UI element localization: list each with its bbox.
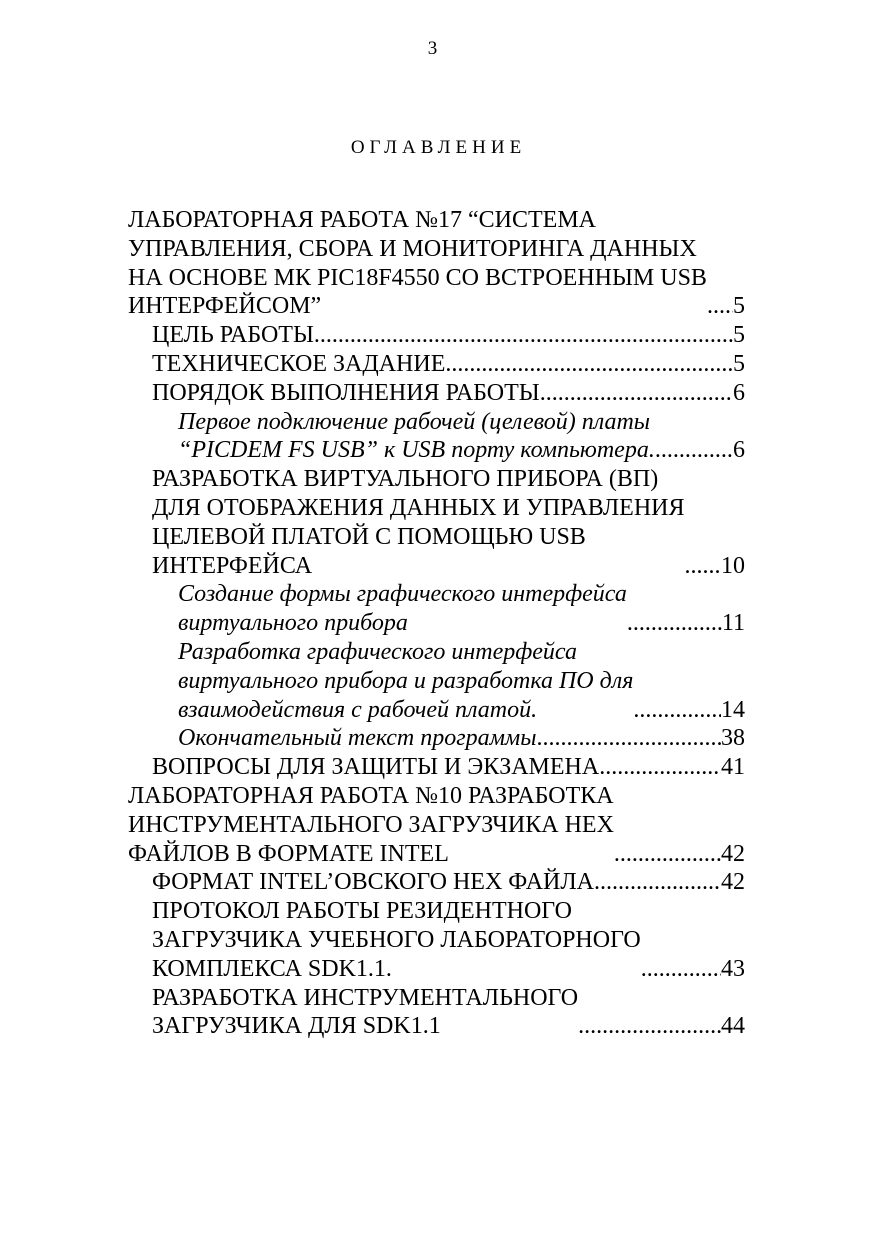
toc-entry-title: [128, 206, 707, 321]
toc-entry[interactable]: [128, 465, 745, 580]
toc-dot-leader: [641, 955, 721, 984]
toc-entry-line: “PICDEM FS USB” к USB порту компьютера.: [178, 437, 655, 464]
toc-entry-line: РАЗРАБОТКА ВИРТУАЛЬНОГО ПРИБОРА (ВП): [152, 466, 659, 493]
toc-dot-leader: [627, 609, 722, 638]
toc-entry[interactable]: [128, 984, 745, 1042]
toc-dot-leader: [314, 321, 733, 350]
toc-entry-line: ЦЕЛЬ РАБОТЫ: [152, 322, 314, 349]
toc-entry-line: ВОПРОСЫ ДЛЯ ЗАЩИТЫ И ЭКЗАМЕНА: [152, 754, 600, 781]
toc-entry-title: [178, 724, 536, 753]
toc-entry-line: Разработка графического интерфейса: [178, 638, 577, 665]
toc-entry[interactable]: [128, 868, 745, 897]
toc-entry-line: ИНТЕРФЕЙСОМ”: [128, 293, 322, 320]
toc-entry[interactable]: [128, 321, 745, 350]
toc-entry-line: ИНТЕРФЕЙСА: [152, 552, 313, 579]
page-number: 3: [427, 38, 438, 59]
toc-entry-title: [178, 638, 633, 724]
toc-entry[interactable]: [128, 580, 745, 638]
toc-page-number: 5: [733, 293, 745, 320]
toc-heading: ОГЛАВЛЕНИЕ: [350, 137, 527, 158]
toc-entry[interactable]: [128, 350, 745, 379]
toc-page-number: 14: [721, 696, 745, 723]
toc-entry[interactable]: [128, 379, 745, 408]
toc-page-number: 6: [733, 437, 745, 464]
toc-entry-title: [152, 379, 540, 408]
toc-dot-leader: [614, 840, 721, 869]
toc-entry-line: виртуального прибора: [178, 610, 408, 637]
toc-dot-leader: [540, 379, 733, 408]
toc-entry-title: [178, 580, 627, 638]
toc-page-number: 6: [733, 379, 745, 406]
toc-entry-line: ЛАБОРАТОРНАЯ РАБОТА №10 РАЗРАБОТКА: [128, 782, 614, 809]
toc-dot-leader: [633, 696, 721, 725]
toc-entry-line: ФАЙЛОВ В ФОРМАТЕ INTEL: [128, 840, 449, 867]
toc-dot-leader: [536, 724, 721, 753]
toc-entry-line: ЦЕЛЕВОЙ ПЛАТОЙ С ПОМОЩЬЮ USB: [152, 523, 586, 550]
toc-entry-line: Окончательный текст программы: [178, 725, 537, 752]
toc-entry-line: НА ОСНОВЕ МК PIC18F4550 СО ВСТРОЕННЫМ USB: [128, 264, 707, 291]
toc-page-number: 44: [721, 1013, 745, 1040]
toc-entry-title: [152, 465, 685, 580]
toc-entry[interactable]: [128, 782, 745, 868]
toc-entry-line: Первое подключение рабочей (целевой) платы: [178, 408, 651, 435]
toc-entry[interactable]: [128, 206, 745, 321]
toc-entry[interactable]: [128, 897, 745, 983]
toc-dot-leader: [445, 350, 733, 379]
toc-entry-title: [152, 321, 314, 350]
toc-dot-leader: [578, 1012, 721, 1041]
toc-entry-title: [152, 984, 578, 1042]
toc-page-number: 10: [721, 552, 745, 579]
toc-entry-line: РАЗРАБОТКА ИНСТРУМЕНТАЛЬНОГО: [152, 984, 579, 1011]
toc-page-number: 41: [721, 754, 745, 781]
toc-page-number: 5: [733, 350, 745, 377]
toc-dot-leader: [707, 292, 733, 321]
toc-page-number: 42: [721, 869, 745, 896]
toc-page-number: 5: [733, 322, 745, 349]
toc-entry-line: ТЕХНИЧЕСКОЕ ЗАДАНИЕ: [152, 350, 446, 377]
toc-page-number: 42: [721, 840, 745, 867]
toc-entry-title: [128, 782, 614, 868]
toc-entry[interactable]: [128, 638, 745, 724]
toc-entry-line: Создание формы графического интерфейса: [178, 581, 627, 608]
toc-page-number: 38: [721, 725, 745, 752]
toc-entry-line: ЛАБОРАТОРНАЯ РАБОТА №17 “СИСТЕМА: [128, 207, 596, 233]
toc-entry-line: ДЛЯ ОТОБРАЖЕНИЯ ДАННЫХ И УПРАВЛЕНИЯ: [152, 494, 685, 521]
toc-entry[interactable]: [128, 408, 745, 466]
toc-entry-line: ИНСТРУМЕНТАЛЬНОГО ЗАГРУЗЧИКА HEX: [128, 811, 614, 838]
toc-entry-line: ЗАГРУЗЧИКА УЧЕБНОГО ЛАБОРАТОРНОГО: [152, 926, 641, 953]
toc-dot-leader: [655, 436, 733, 465]
toc-entry-line: ЗАГРУЗЧИКА ДЛЯ SDK1.1: [152, 1013, 441, 1040]
toc-entry-title: [152, 753, 599, 782]
toc-entry-line: КОМПЛЕКСА SDK1.1.: [152, 955, 392, 982]
toc-dot-leader: [685, 552, 722, 581]
toc-entry-line: ФОРМАТ INTEL’ОВСКОГО HEX ФАЙЛА: [152, 869, 594, 896]
toc-entry-title: [178, 408, 655, 466]
toc-entry[interactable]: [128, 753, 745, 782]
toc-page-number: 11: [721, 610, 745, 637]
toc-entry-line: виртуального прибора и разработка ПО для: [178, 667, 634, 694]
toc-entry-line: ПРОТОКОЛ РАБОТЫ РЕЗИДЕНТНОГО: [152, 898, 572, 925]
toc-entry-title: [152, 868, 594, 897]
toc-entry-title: [152, 897, 641, 983]
toc-entry-line: УПРАВЛЕНИЯ, СБОРА И МОНИТОРИНГА ДАННЫХ: [128, 235, 697, 262]
table-of-contents: [128, 206, 745, 1041]
toc-dot-leader: [594, 868, 721, 897]
toc-entry-line: ПОРЯДОК ВЫПОЛНЕНИЯ РАБОТЫ: [152, 379, 540, 406]
toc-entry-title: [152, 350, 445, 379]
toc-entry-line: взаимодействия с рабочей платой.: [178, 696, 538, 723]
toc-dot-leader: [599, 753, 721, 782]
toc-entry[interactable]: [128, 724, 745, 753]
toc-page-number: 43: [721, 955, 745, 982]
